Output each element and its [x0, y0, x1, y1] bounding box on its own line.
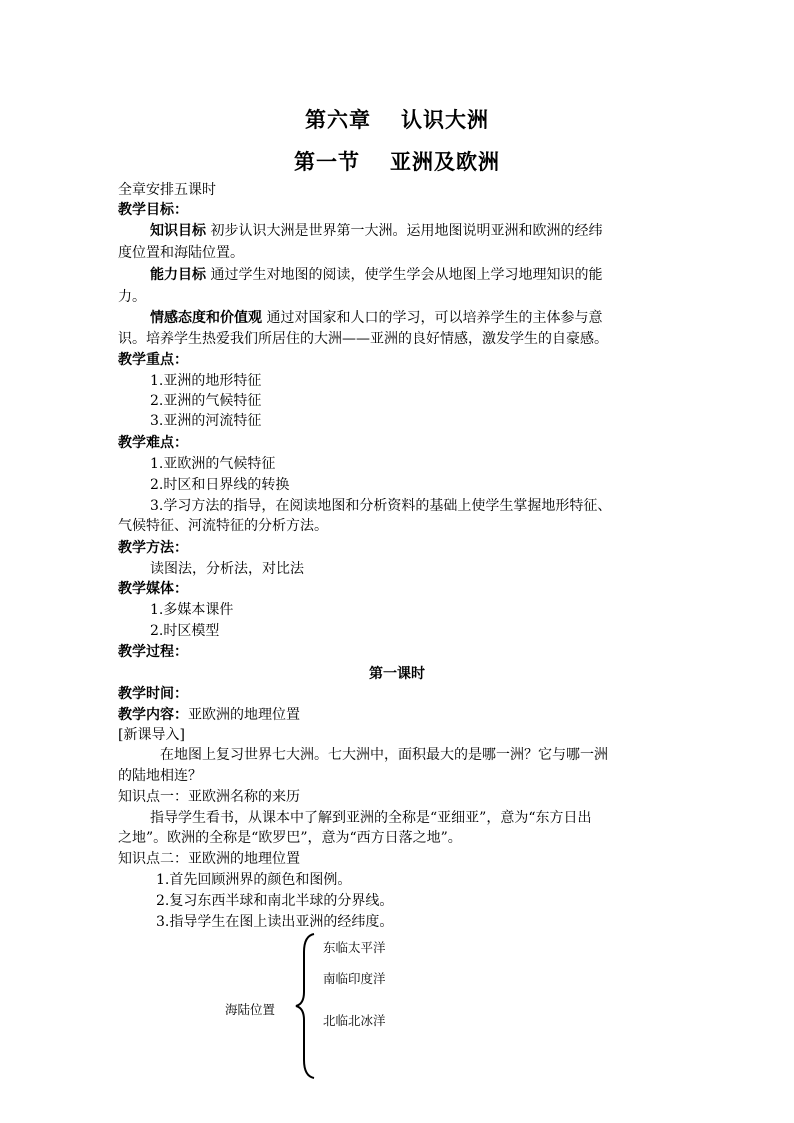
lesson-content-label: 教学内容： [118, 707, 188, 723]
difficulty-item-cont: 气候特征、河流特征的分析方法。 [118, 518, 328, 534]
key-point-item: 3.亚洲的河流特征 [150, 413, 262, 429]
knowledge-point-2-item: 1.首先回顾洲界的颜色和图例。 [156, 872, 352, 888]
key-point-item: 2.亚洲的气候特征 [150, 393, 262, 409]
brace-shape [292, 930, 322, 1080]
media-heading: 教学媒体： [118, 581, 188, 597]
section-title [0, 146, 794, 176]
difficulty-item: 1.亚欧洲的气候特征 [150, 456, 276, 472]
intro-question-cont: 的陆地相连？ [118, 768, 202, 784]
media-item: 1.多媒本课件 [150, 602, 234, 618]
diagram-item: 东临太平洋 [323, 940, 386, 955]
chapter-name: 认识大洲 [401, 107, 489, 132]
knowledge-point-1-title: 知识点一：亚欧洲名称的来历 [118, 789, 300, 805]
knowledge-label: 知识目标 [150, 223, 206, 239]
knowledge-point-2-title: 知识点二：亚欧洲的地理位置 [118, 851, 300, 867]
diagram-item: 南临印度洋 [323, 971, 386, 986]
lesson-time-label: 教学时间： [118, 686, 188, 702]
knowledge-point-1-text: 指导学生看书，从课本中了解到亚洲的全称是“亚细亚”，意为“东方日出 [150, 810, 592, 826]
knowledge-objective [150, 221, 602, 241]
diagram-item: 北临北冰洋 [323, 1013, 386, 1028]
knowledge-point-2-item: 3.指导学生在图上读出亚洲的经纬度。 [156, 914, 394, 930]
intro-line: 全章安排五课时 [118, 182, 216, 198]
emotion-objective [150, 308, 602, 328]
objectives-heading: 教学目标： [118, 202, 188, 218]
emotion-text-cont: 识。培养学生热爱我们所居住的大洲——亚洲的良好情感，激发学生的自豪感。 [118, 331, 608, 347]
difficulties-heading: 教学难点： [118, 435, 188, 451]
emotion-label: 情感态度和价值观 [150, 310, 262, 326]
lesson-content [118, 705, 300, 725]
emotion-text: 通过对国家和人口的学习，可以培养学生的主体参与意 [266, 310, 603, 326]
chapter-number: 第六章 [305, 107, 371, 132]
ability-label: 能力目标 [150, 267, 206, 283]
knowledge-point-2-item: 2.复习东西半球和南北半球的分界线。 [156, 893, 394, 909]
section-number: 第一节 [294, 149, 360, 174]
lesson-title: 第一课时 [369, 666, 425, 682]
lesson-content-text: 亚欧洲的地理位置 [188, 707, 300, 723]
ability-text-cont: 力。 [118, 289, 146, 305]
knowledge-text: 初步认识大洲是世界第一大洲。运用地图说明亚洲和欧洲的经纬 [210, 223, 603, 239]
difficulty-item: 3.学习方法的指导，在阅读地图和分析资料的基础上使学生掌握地形特征、 [150, 498, 612, 514]
process-heading: 教学过程： [118, 644, 188, 660]
key-points-heading: 教学重点： [118, 352, 188, 368]
ability-objective [150, 265, 602, 285]
ability-text: 通过学生对地图的阅读，使学生学会从地图上学习地理知识的能 [210, 267, 603, 283]
methods-text: 读图法，分析法，对比法 [150, 561, 304, 577]
key-point-item: 1.亚洲的地形特征 [150, 373, 262, 389]
chapter-title [0, 104, 794, 134]
difficulty-item: 2.时区和日界线的转换 [150, 477, 290, 493]
intro-tag: [新课导入] [118, 727, 185, 743]
diagram-label: 海陆位置 [225, 1002, 276, 1017]
media-item: 2.时区模型 [150, 623, 220, 639]
methods-heading: 教学方法： [118, 540, 188, 556]
intro-question: 在地图上复习世界七大洲。七大洲中，面积最大的是哪一洲？它与哪一洲 [160, 747, 608, 763]
knowledge-text-cont: 度位置和海陆位置。 [118, 245, 244, 261]
section-name: 亚洲及欧洲 [390, 149, 500, 174]
knowledge-point-1-text-cont: 之地”。欧洲的全称是“欧罗巴”，意为“西方日落之地”。 [118, 830, 462, 846]
